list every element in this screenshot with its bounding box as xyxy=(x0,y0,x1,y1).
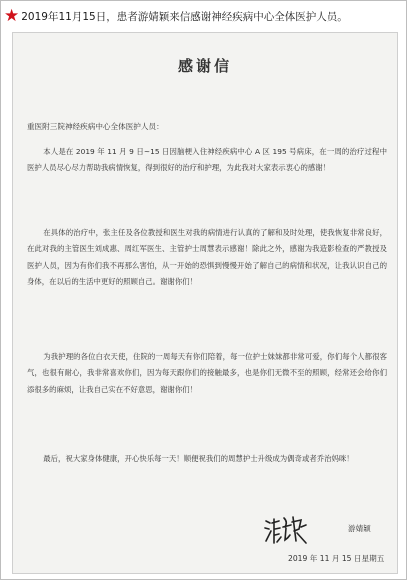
red-star-icon: ★ xyxy=(4,5,20,26)
letter-paragraph: 为我护理的各位白衣天使，住院的一周每天有你们陪着，每一位护士妹妹都非常可爱，你们每个人都很客气，也很有耐心，我非常喜欢你们，因为每天跟你们的接触最多，也是你们无微不至的照顾，经常还会给你们添很多的麻烦，让我自己实在不好意思，谢谢你们！ xyxy=(27,352,387,394)
caption-text: 2019年11月15日，患者游婧颖来信感谢神经疾病中心全体医护人员。 xyxy=(21,10,348,23)
letter-date: 2019 年 11 月 15 日星期五 xyxy=(288,554,385,563)
letter-paragraph: 最后，祝大家身体健康，开心快乐每一天！顺便祝我们的周慧护士升级成为偶奇或者乔治妈咪！ xyxy=(43,454,354,463)
letter-paragraph: 本人是在 2019 年 11 月 9 日~15 日因脑梗入住神经疾病中心 A 区 195 号病床，在一周的治疗过程中医护人员尽心尽力帮助我病情恢复，得到很好的治疗和护理，为此我对大家表示衷心的感谢！ xyxy=(27,147,387,173)
letter-paragraph: 在具体的治疗中，张主任及各位教授和医生对我的病情进行认真的了解和及时处理，使我恢复非常良好，在此对我的主管医生刘成惠、周红军医生、主管护士周慧表示感谢！除此之外，感谢为我造影检查的严教授及医护人员，因为有你们我不再那么害怕，从一开始的恐惧到慢慢开始了解自己的病情和状况，让我认识自己的身体，在以后的生活中更好的照顾自己。谢谢你们！ xyxy=(27,228,387,286)
letter-salutation: 重医附三院神经疾病中心全体医护人员： xyxy=(27,122,164,131)
thank-you-letter xyxy=(12,32,398,574)
letter-title: 感谢信 xyxy=(177,57,232,75)
signature-name: 游婧颖 xyxy=(348,524,371,533)
handwritten-signature xyxy=(263,513,309,547)
caption-bar xyxy=(4,5,404,27)
